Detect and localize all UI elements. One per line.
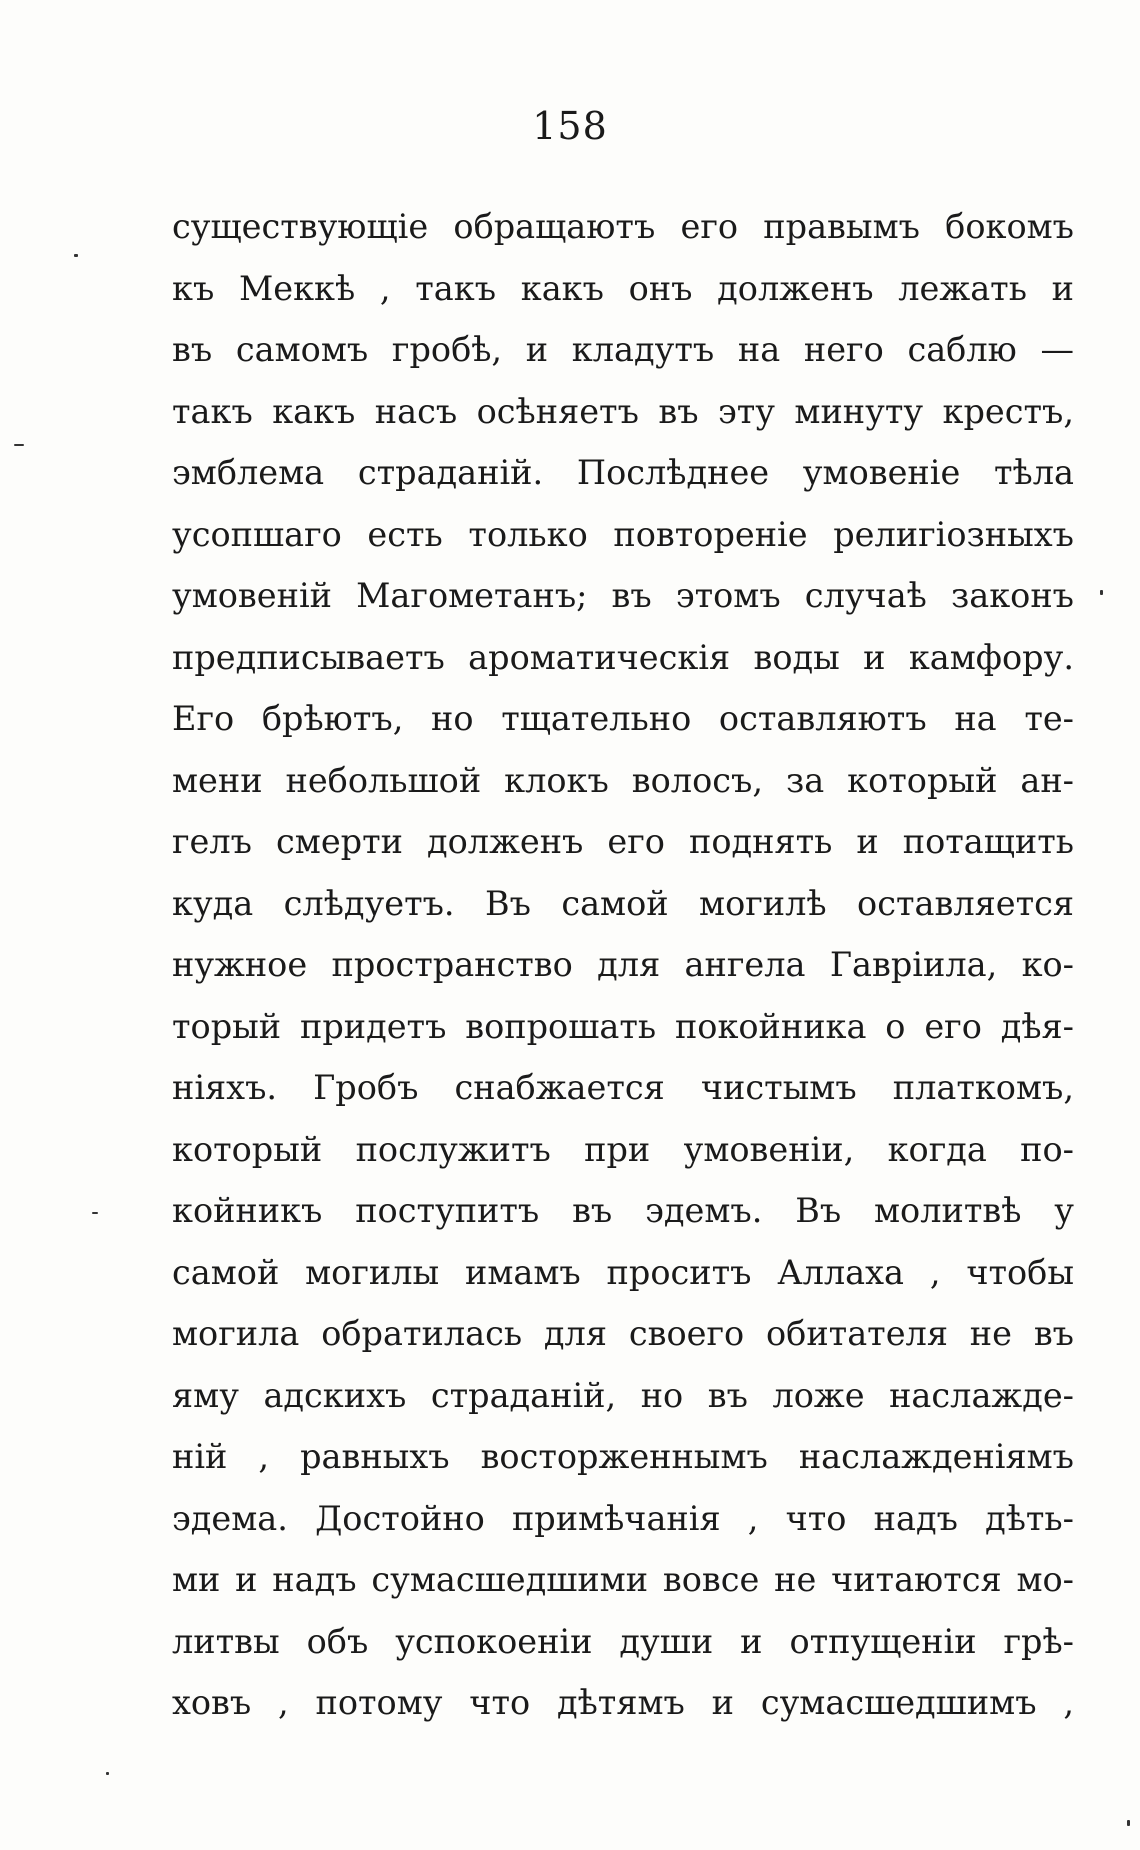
text-line: который послужитъ при умовеніи, когда по- (172, 1129, 1074, 1169)
text-line: яму адскихъ страданій, но въ ложе наслажде- (172, 1375, 1074, 1415)
text-line: литвы объ успокоеніи души и отпущеніи грѣ- (172, 1621, 1074, 1661)
text-line: умовеній Магометанъ; въ этомъ случаѣ законъ (172, 576, 1074, 615)
scan-speck (1100, 590, 1103, 595)
page-number: 158 (532, 104, 608, 148)
text-line: мени небольшой клокъ волосъ, за который ан- (172, 760, 1074, 800)
text-line: могила обратилась для своего обитателя не въ (172, 1314, 1074, 1353)
text-line: торый придетъ вопрошать покойника о его дѣя- (172, 1006, 1074, 1046)
text-line: въ самомъ гробѣ, и кладутъ на него саблю — (172, 330, 1074, 369)
text-line: нужное пространство для ангела Гавріила, ко- (172, 945, 1074, 984)
scan-speck (74, 254, 78, 257)
text-line: койникъ поступитъ въ эдемъ. Въ молитвѣ у (172, 1191, 1074, 1230)
text-line: Его брѣютъ, но тщательно оставляютъ на те- (172, 699, 1074, 738)
text-line: существующіе обращаютъ его правымъ бокомъ (172, 207, 1074, 246)
text-line: предписываетъ ароматическія воды и камфору. (172, 637, 1074, 677)
scan-speck (92, 1212, 98, 1214)
text-line: къ Меккѣ , такъ какъ онъ долженъ лежать и (172, 268, 1074, 308)
text-line: ховъ , потому что дѣтямъ и сумасшедшимъ , (172, 1683, 1074, 1722)
text-line: ми и надъ сумасшедшими вовсе не читаются мо- (172, 1560, 1074, 1599)
text-line: ній , равныхъ восторженнымъ наслажденіямъ (172, 1437, 1074, 1476)
scan-speck (14, 444, 24, 446)
text-line: ніяхъ. Гробъ снабжается чистымъ платкомъ, (172, 1068, 1074, 1107)
body-text (172, 196, 1074, 1734)
text-line: гелъ смерти долженъ его поднять и потащить (172, 822, 1074, 861)
text-line: усопшаго есть только повтореніе религіозныхъ (172, 514, 1074, 554)
text-line: эдема. Достойно примѣчанія , что надъ дѣть- (172, 1498, 1074, 1538)
text-line: самой могилы имамъ проситъ Аллаха , чтобы (172, 1252, 1074, 1292)
text-line: эмблема страданій. Послѣднее умовеніе тѣла (172, 453, 1074, 492)
text-line: куда слѣдуетъ. Въ самой могилѣ оставляется (172, 883, 1074, 923)
scan-speck (1127, 1820, 1130, 1826)
text-line: такъ какъ насъ осѣняетъ въ эту минуту крестъ, (172, 391, 1074, 431)
scan-speck (106, 1772, 109, 1775)
